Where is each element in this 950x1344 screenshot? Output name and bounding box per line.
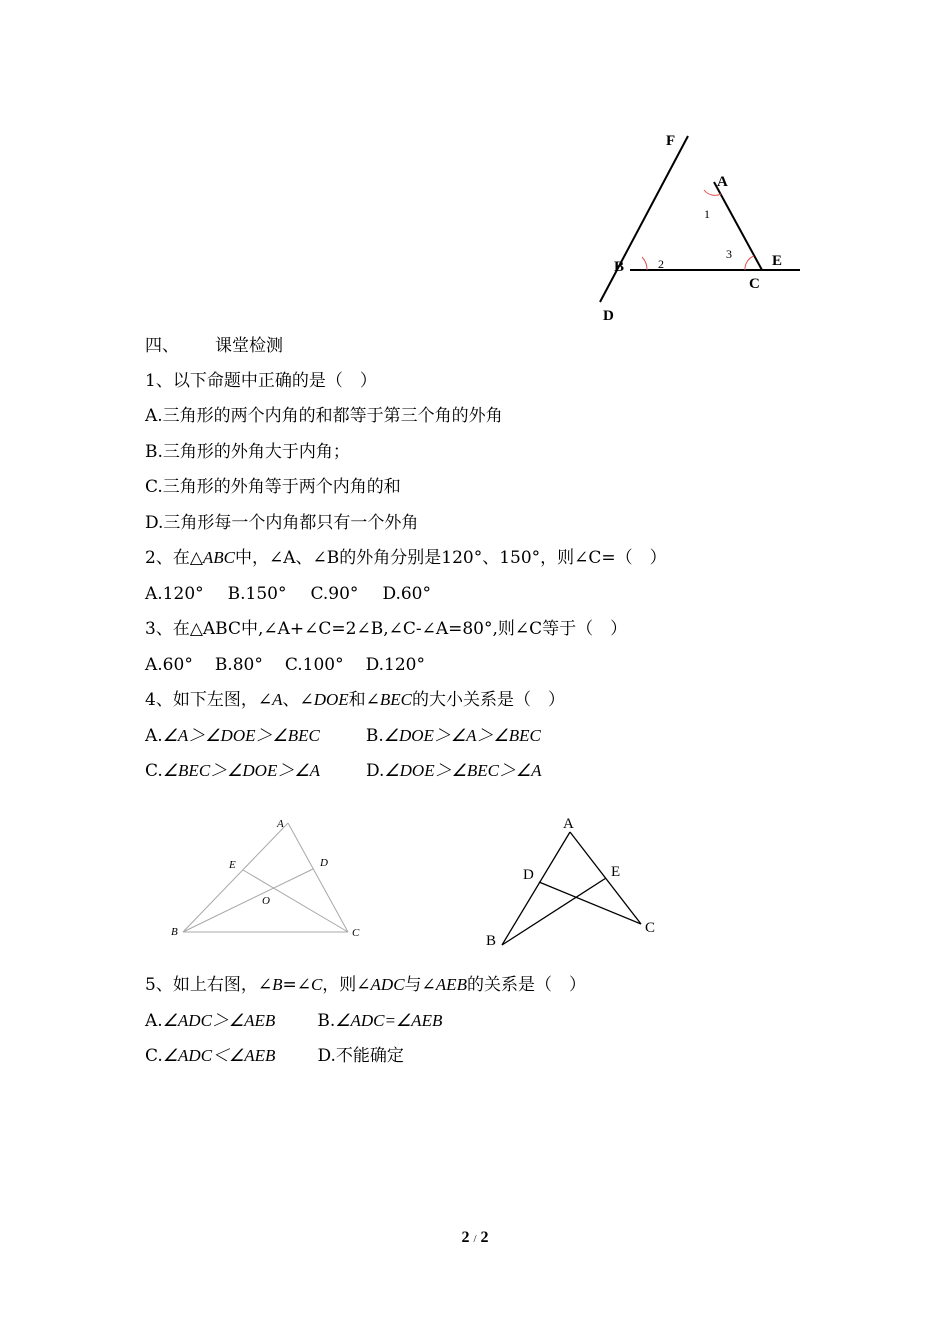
q5-option-a: A.∠ADC＞∠AEB [145,1011,276,1031]
q3-option-d: D.120° [365,655,425,675]
figure-left-triangle [165,812,375,947]
q4-option-d: D.∠DOE＞∠BEC＞∠A [365,761,542,781]
q4-options-ab [145,725,541,747]
q2-options [145,583,431,605]
label-c: C [352,927,360,939]
label-a: A [563,816,574,832]
label-d: D [320,857,328,869]
line-fad [600,136,688,302]
label-a: A [277,818,284,830]
segment-bd [183,869,313,932]
q1-stem: 1、以下命题中正确的是（ ） [145,371,377,391]
q3-stem: 3、在△ABC中,∠A+∠C=2∠B,∠C-∠A=80°,则∠C等于（ ） [145,619,628,639]
q5-option-c: C.∠ADC＜∠AEB [145,1046,276,1066]
label-f: F [666,133,676,149]
figure-right-triangle [475,810,675,955]
label-b: B [486,933,497,949]
label-o: O [262,895,270,907]
q5-options-cd [145,1045,404,1067]
label-c: C [749,276,760,292]
section-heading: 四、 课堂检测 [145,336,283,356]
q5-option-b: B.∠ADC=∠AEB [317,1011,443,1031]
q4-option-c: C.∠BEC＞∠DOE＞∠A [145,761,320,781]
q4-option-a: A.∠A＞∠DOE＞∠BEC [145,726,320,746]
q4-options-cd [145,760,542,782]
label-d: D [603,308,614,324]
q2-option-b: B.150° [227,584,287,604]
q2-option-d: D.60° [382,584,431,604]
label-angle-1: 1 [704,207,710,221]
label-b: B [614,259,625,275]
label-e: E [611,864,621,880]
label-angle-2: 2 [658,257,664,271]
q3-options [145,654,425,676]
q4-stem: 4、如下左图，∠A、∠DOE和∠BEC的大小关系是（ ） [145,690,566,710]
label-b: B [171,926,178,938]
label-a: A [717,174,728,190]
q3-option-a: A.60° [145,655,193,675]
figure-triangle-exterior-angles [590,120,810,330]
q5-stem: 5、如上右图，∠B=∠C，则∠ADC与∠AEB的关系是（ ） [145,975,586,995]
side-ab [183,823,288,932]
q5-options-ab [145,1010,442,1032]
q1-option-d: D.三角形每一个内角都只有一个外角 [145,513,419,533]
angle-arc-2 [642,257,647,270]
page-number: 2 / 2 [461,1229,489,1246]
q1-option-a: A.三角形的两个内角的和都等于第三个角的外角 [145,406,503,426]
label-e: E [229,859,236,871]
q1-option-b: B.三角形的外角大于内角； [145,442,350,462]
label-angle-3: 3 [726,247,732,261]
side-ab [502,832,570,945]
line-ace [714,182,762,270]
q5-option-d: D.不能确定 [317,1046,404,1066]
q2-stem: 2、在△ABC中，∠A、∠B的外角分别是120°、150°，则∠C=（ ） [145,548,667,568]
label-c: C [645,920,656,936]
segment-ec [243,870,348,932]
angle-arc-3 [745,256,754,270]
q3-option-b: B.80° [214,655,263,675]
label-d: D [523,867,534,883]
q2-option-a: A.120° [145,584,204,604]
q3-option-c: C.100° [284,655,344,675]
side-ac [288,823,348,932]
q1-option-c: C.三角形的外角等于两个内角的和 [145,477,401,497]
q2-option-c: C.90° [310,584,359,604]
q4-option-b: B.∠DOE＞∠A＞∠BEC [365,726,541,746]
label-e: E [772,253,783,269]
